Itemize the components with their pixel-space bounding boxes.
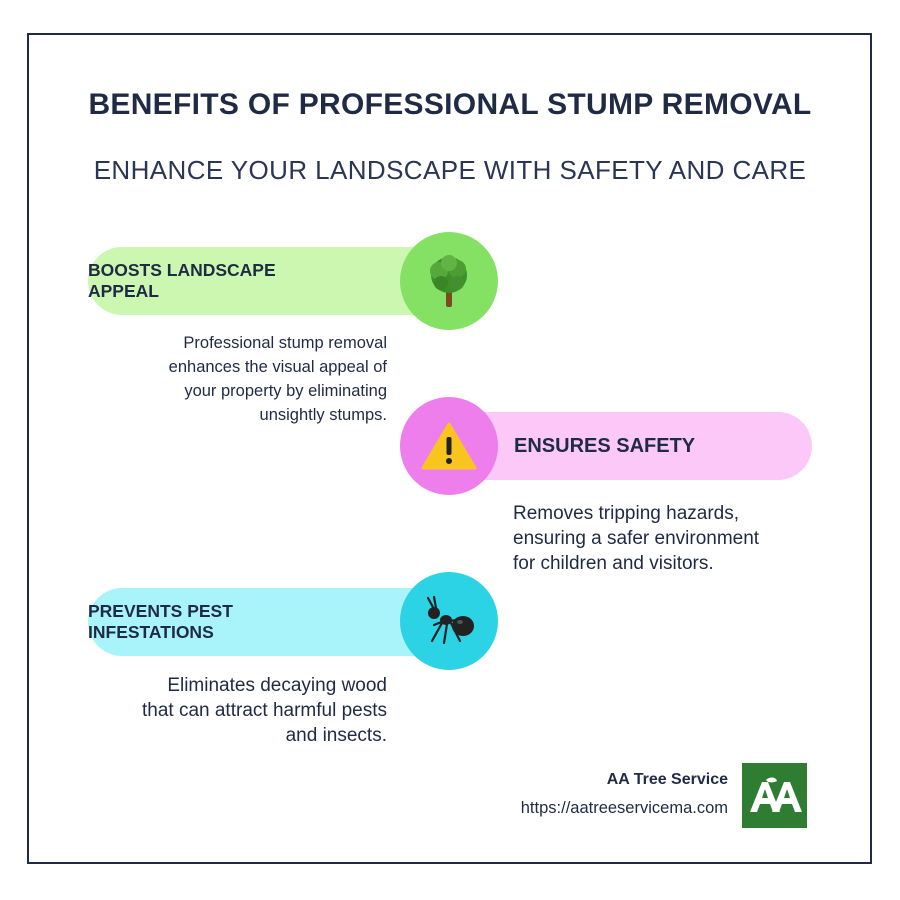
company-logo xyxy=(742,763,807,828)
tree-icon xyxy=(423,253,475,309)
description-line: enhances the visual appeal of xyxy=(168,358,387,376)
description-line: for children and visitors. xyxy=(513,553,714,574)
brand-name: AA Tree Service xyxy=(606,771,728,788)
benefit-description xyxy=(169,331,387,427)
warning-icon xyxy=(421,421,477,471)
benefit-heading: ENSURES SAFETY xyxy=(514,434,696,457)
benefit-icon-circle xyxy=(400,572,498,670)
description-line: Removes tripping hazards, xyxy=(513,503,739,524)
description-line: Eliminates decaying wood xyxy=(167,675,387,696)
benefit-heading: BOOSTS LANDSCAPE APPEAL xyxy=(88,260,276,301)
description-line: that can attract harmful pests xyxy=(141,700,387,721)
benefit-description xyxy=(513,501,759,576)
description-line: unsightly stumps. xyxy=(259,406,387,424)
description-line: ensuring a safer environment xyxy=(513,528,760,549)
benefit-heading: PREVENTS PEST INFESTATIONS xyxy=(88,601,233,642)
ant-icon xyxy=(420,595,478,647)
benefit-pill-pest-infestations xyxy=(88,588,448,656)
benefit-description xyxy=(142,673,387,748)
page-subtitle: ENHANCE YOUR LANDSCAPE WITH SAFETY AND CARE xyxy=(93,155,807,185)
description-line: and insects. xyxy=(285,725,387,746)
description-line: your property by eliminating xyxy=(184,382,387,400)
brand-url[interactable]: https://aatreeservicema.com xyxy=(520,799,728,817)
benefit-icon-circle xyxy=(400,397,498,495)
page-title: BENEFITS OF PROFESSIONAL STUMP REMOVAL xyxy=(88,88,812,121)
logo-icon xyxy=(746,776,804,816)
benefit-icon-circle xyxy=(400,232,498,330)
benefit-pill-landscape-appeal xyxy=(88,247,448,315)
description-line: Professional stump removal xyxy=(183,334,387,352)
